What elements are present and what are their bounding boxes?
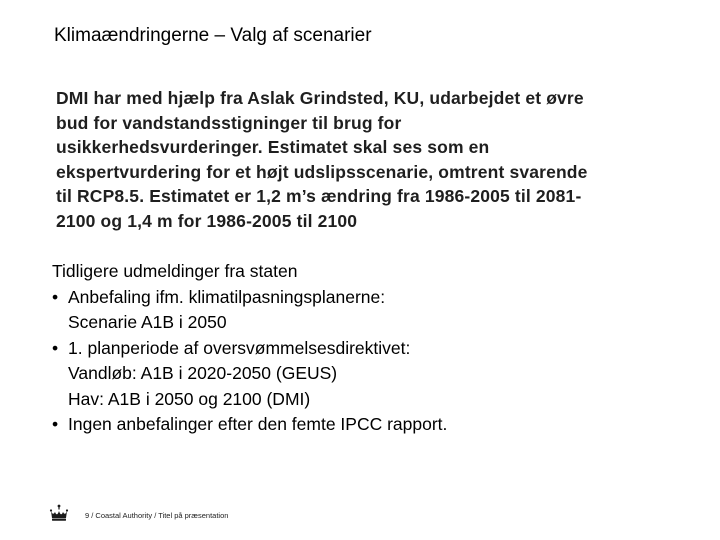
footer-text: 9 / Coastal Authority / Titel på præsentation: [85, 511, 229, 520]
bullet-line: Vandløb: A1B i 2020-2050 (GEUS): [68, 363, 338, 383]
announcements-section: [52, 259, 672, 438]
intro-line: ekspertvurdering for et højt udslipsscenarie, omtrent svarende: [56, 161, 588, 182]
bullet-item: [52, 336, 672, 413]
slide-title: Klimaændringerne – Valg af scenarier: [54, 25, 372, 46]
bullet-item: [52, 412, 672, 438]
bullet-item: [52, 285, 672, 336]
bullet-line: 1. planperiode af oversvømmelsesdirektivet:: [68, 337, 411, 358]
bullet-line: Ingen anbefalinger efter den femte IPCC rapport.: [68, 414, 448, 434]
bullet-line: Anbefaling ifm. klimatilpasningsplanerne:: [68, 286, 386, 307]
bullet-line: Hav: A1B i 2050 og 2100 (DMI): [68, 388, 311, 409]
crown-icon: [48, 503, 70, 525]
section-heading: Tidligere udmeldinger fra staten: [52, 261, 298, 281]
slide-footer: [48, 501, 348, 529]
intro-line: til RCP8.5. Estimatet er 1,2 m’s ændring fra 1986-2005 til 2081-: [56, 186, 582, 206]
bullet-icon: •: [52, 414, 59, 434]
intro-paragraph: [56, 86, 666, 233]
bullet-icon: •: [52, 337, 59, 358]
intro-line: bud for vandstandsstigninger til brug for: [56, 112, 402, 133]
bullet-icon: •: [52, 286, 59, 307]
bullet-line: Scenarie A1B i 2050: [68, 312, 227, 332]
intro-line: 2100 og 1,4 m for 1986-2005 til 2100: [56, 210, 358, 231]
intro-line: usikkerhedsvurderinger. Estimatet skal ses som en: [56, 137, 490, 157]
intro-line: DMI har med hjælp fra Aslak Grindsted, KU, udarbejdet et øvre: [56, 88, 584, 108]
